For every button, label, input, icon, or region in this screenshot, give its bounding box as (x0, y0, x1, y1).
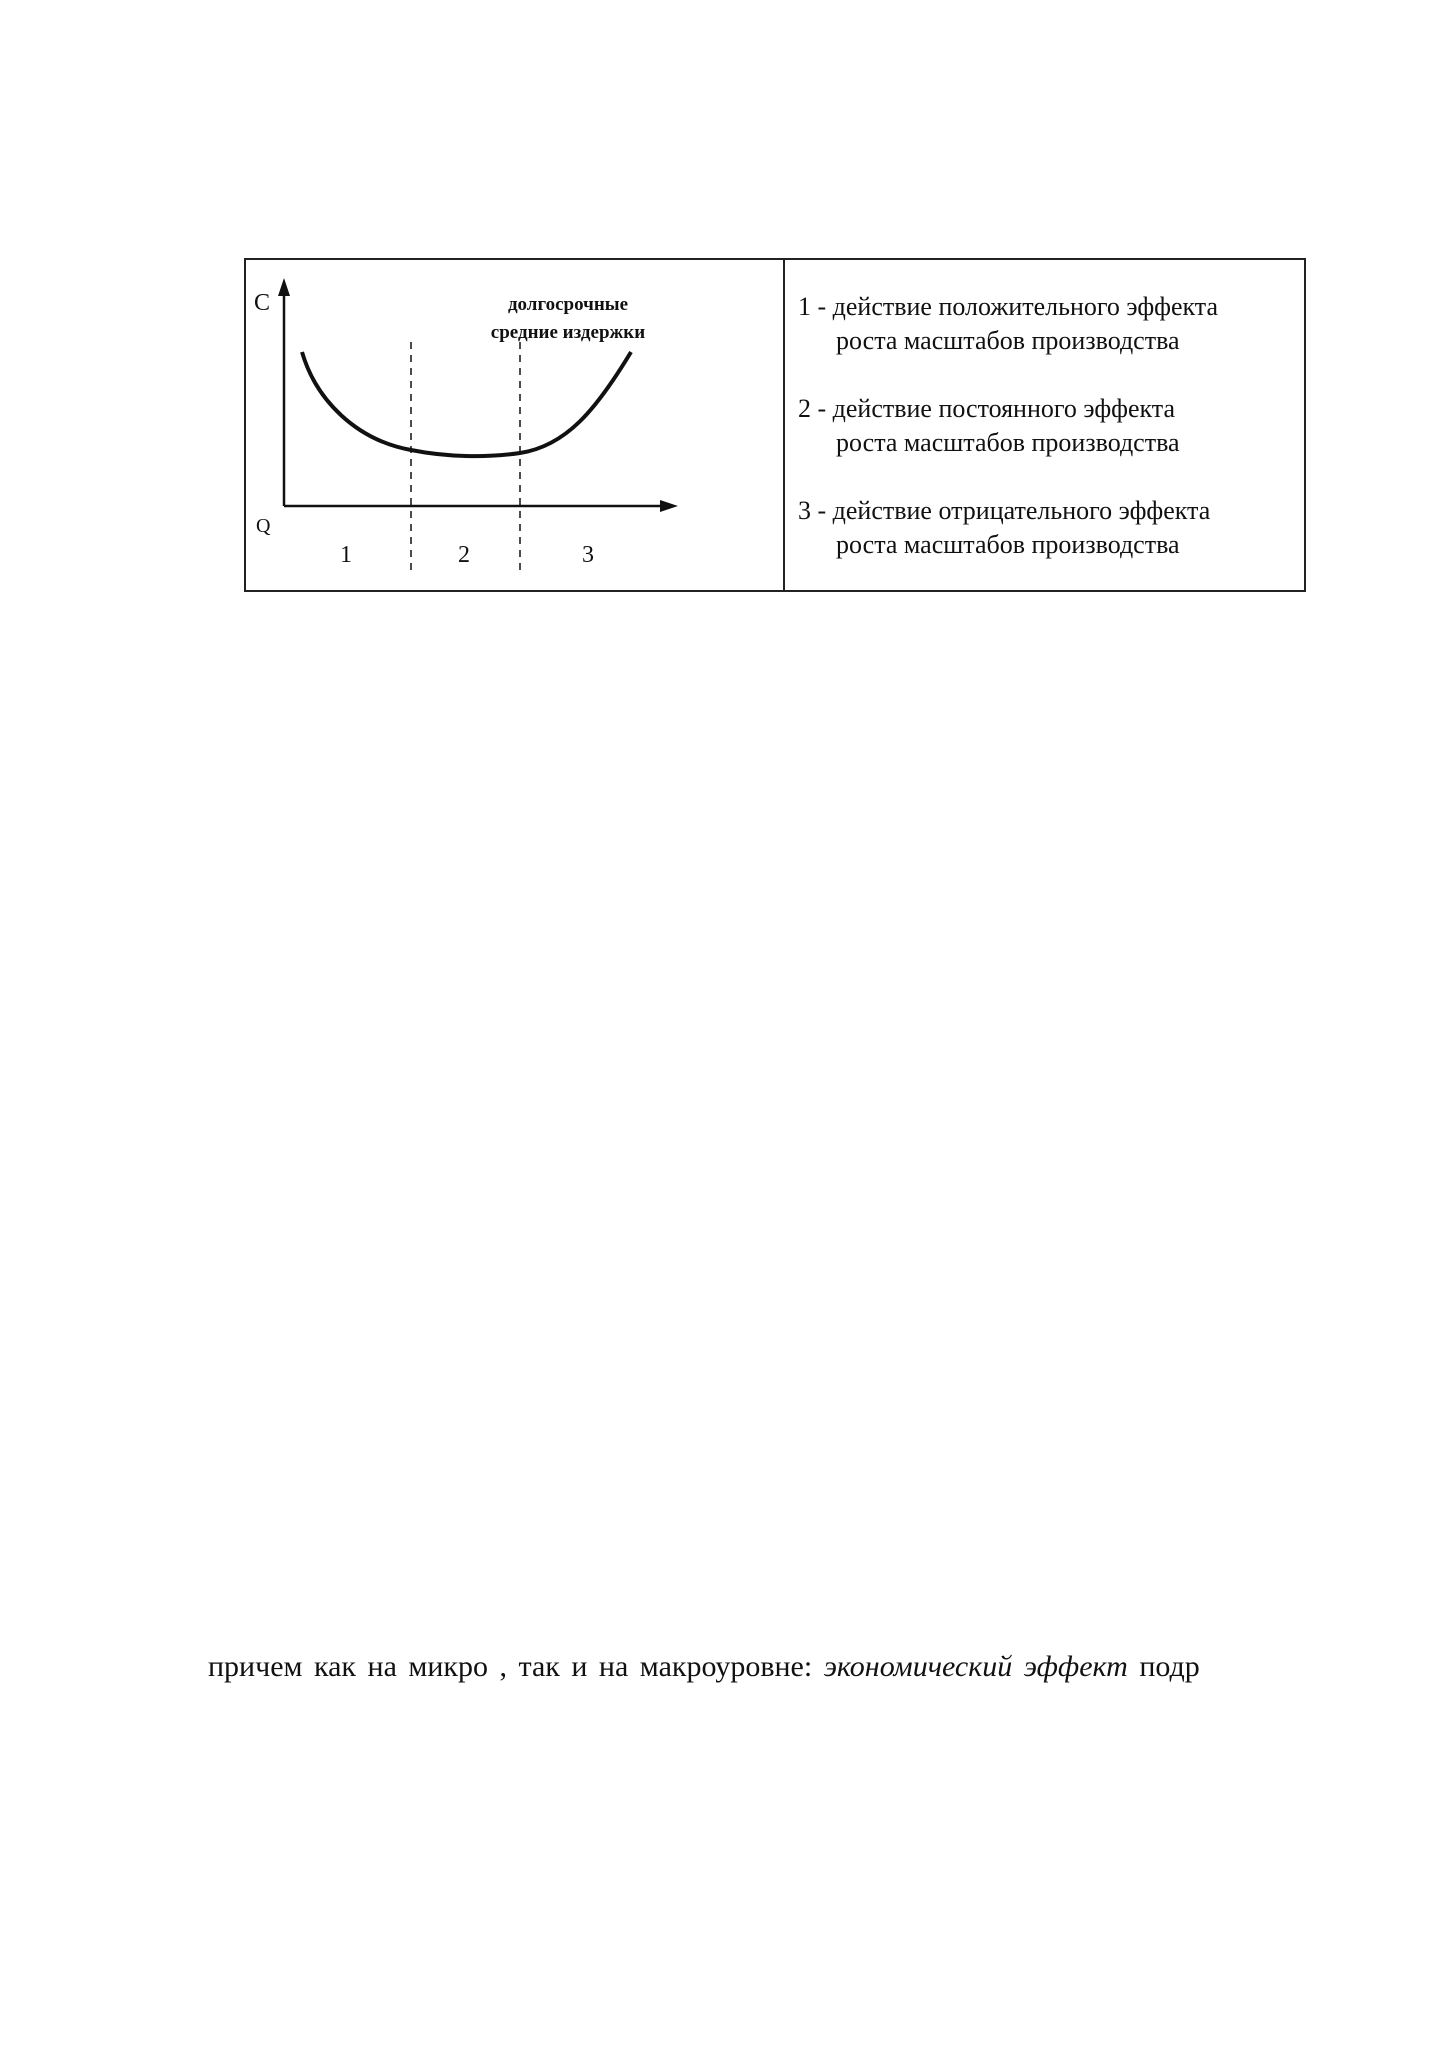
legend (798, 290, 1298, 596)
y-axis-arrow-icon (278, 278, 290, 296)
curve-label-line2: средние издержки (490, 322, 646, 343)
legend-item (798, 494, 1298, 562)
lrac-curve (302, 352, 631, 456)
zone-label-1: 1 (340, 542, 352, 568)
zone-label-3: 3 (582, 542, 594, 568)
legend-item-line2: роста масштабов производства (836, 428, 1180, 457)
origin-label: Q (256, 515, 271, 537)
body-paragraph (208, 1650, 1200, 1684)
curve-label-line1: долгосрочные (507, 294, 629, 315)
paragraph-emphasis: экономический эффект (823, 1650, 1128, 1683)
legend-item-line2: роста масштабов производства (836, 530, 1180, 559)
legend-item-line1: 3 - действие отрицательного эффекта (798, 496, 1211, 525)
long-run-average-cost-chart (246, 260, 783, 590)
paragraph-text-before: причем как на микро , так и на макроуровне: (208, 1650, 824, 1683)
figure-divider (783, 260, 785, 590)
paragraph-text-after: подр (1127, 1650, 1200, 1683)
legend-item-line1: 2 - действие постоянного эффекта (798, 394, 1175, 423)
zone-label-2: 2 (458, 542, 470, 568)
x-axis-arrow-icon (660, 500, 678, 512)
legend-item-line1: 1 - действие положительного эффекта (798, 292, 1219, 321)
figure-box (244, 258, 1306, 592)
legend-item (798, 392, 1298, 460)
legend-item-line2: роста масштабов производства (836, 326, 1180, 355)
y-axis-label: C (254, 290, 271, 316)
legend-item (798, 290, 1298, 358)
